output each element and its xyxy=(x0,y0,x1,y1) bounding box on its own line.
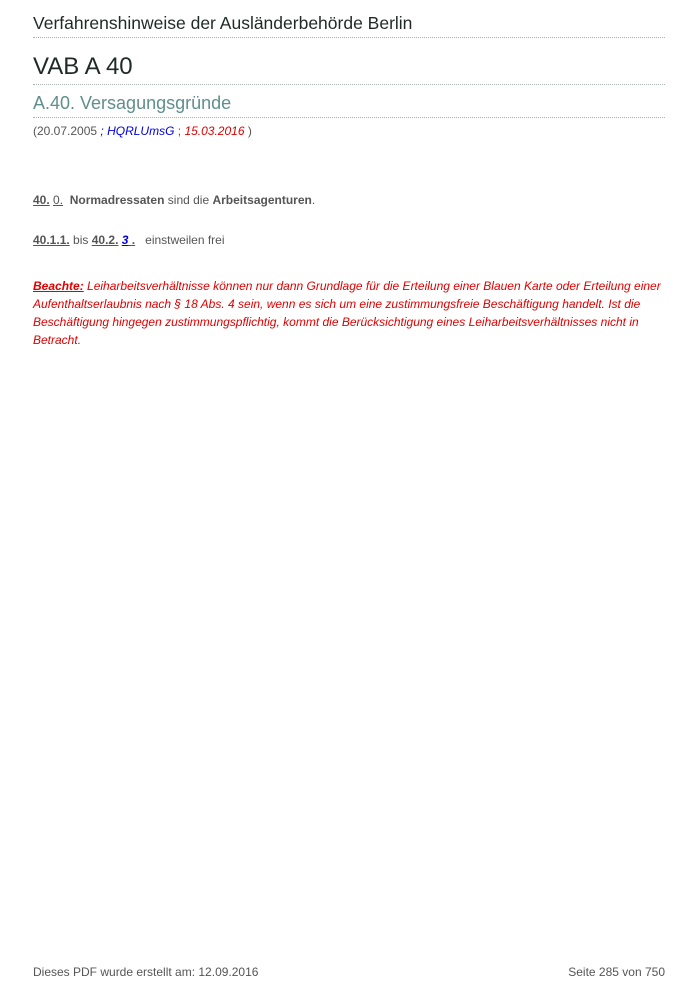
doc-title: VAB A 40 xyxy=(33,53,133,80)
version-open: (20.07.2005 xyxy=(33,124,98,138)
section-number-link[interactable]: 40.1.1. xyxy=(33,233,70,247)
section-number-link[interactable]: 40. xyxy=(33,193,50,207)
version-close: ) xyxy=(244,124,252,138)
term-arbeitsagenturen: Arbeitsagenturen xyxy=(212,193,312,207)
term-normadressaten: Normadressaten xyxy=(69,193,165,207)
hqrlumsg-link[interactable]: HQRLUmsG xyxy=(107,124,175,138)
note-text: Leiharbeitsverhältnisse können nur dann Grundlage für die Erteilung einer Blauen Karte oder Erteilung einer Aufenthaltserlaubnis nach § 18 Abs. 4 sein, wenn es sich um eine zustimmungsfreie Beschäftigung handelt. Ist die Beschäftigung hingegen zustimmungspflichtig, kommt die Berücksichtigung eines Leiharbeitsverhältnisses nicht in Betracht. xyxy=(33,279,661,347)
version-sep-2: ; xyxy=(174,124,185,138)
footer-page-number: Seite 285 von 750 xyxy=(568,965,665,979)
note-beachte xyxy=(33,277,665,349)
paragraph-end: . xyxy=(311,193,316,207)
note-label: Beachte: xyxy=(33,279,84,293)
paragraph-text: sind die xyxy=(164,193,213,207)
footnote-dot: . xyxy=(128,233,136,247)
section-divider xyxy=(33,117,665,118)
document-page xyxy=(33,0,665,990)
header-title: Verfahrenshinweise der Ausländerbehörde Berlin xyxy=(33,13,413,33)
paragraph-text: einstweilen frei xyxy=(145,233,225,247)
section-number-link[interactable]: 40.2. xyxy=(91,233,119,247)
section-title: A.40. Versagungsgründe xyxy=(33,93,232,113)
paragraph-normadressaten xyxy=(33,191,665,209)
paragraph-einstweilen-frei xyxy=(33,231,665,249)
version-sep-1: ; xyxy=(97,124,108,138)
version-line xyxy=(33,123,252,139)
footnote-link[interactable]: 3 xyxy=(121,233,129,247)
version-date: 15.03.2016 xyxy=(184,124,245,138)
title-divider xyxy=(33,84,665,85)
subsection-number-link[interactable]: 0. xyxy=(53,193,64,207)
header-divider xyxy=(33,37,665,38)
footer-created-date: Dieses PDF wurde erstellt am: 12.09.2016 xyxy=(33,965,259,979)
paragraph-text: bis xyxy=(69,233,92,247)
